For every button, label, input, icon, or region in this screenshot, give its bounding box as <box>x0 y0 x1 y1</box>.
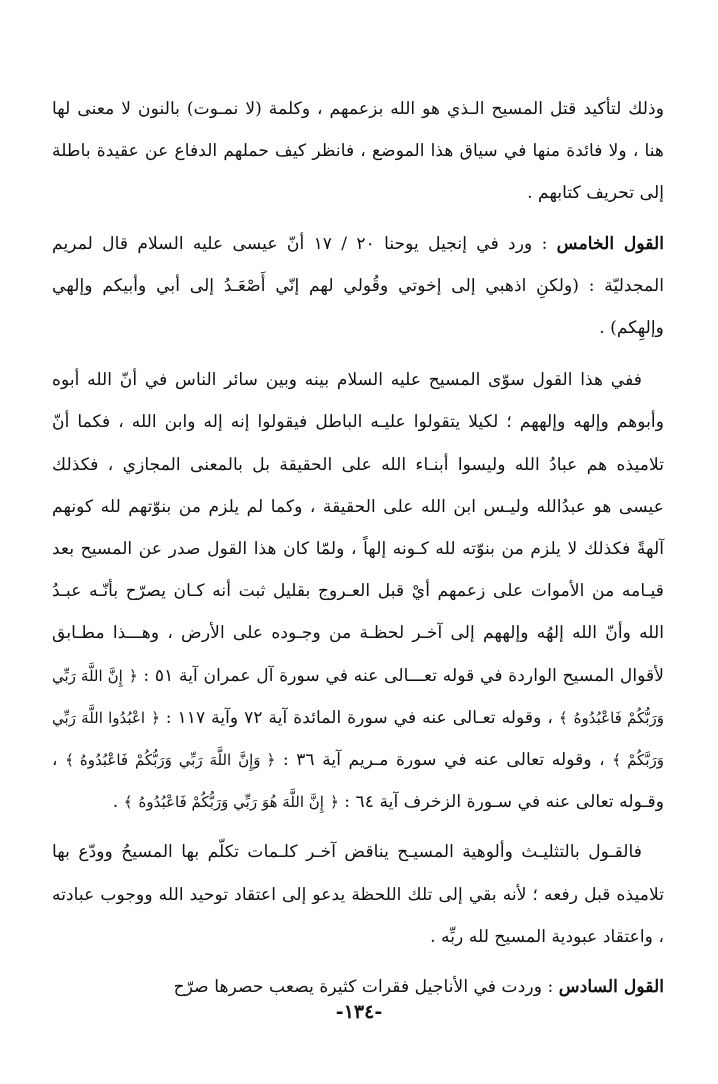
paragraph-3-text-a: ففي هذا القول سوّى المسيح عليه السلام بينه وبين سائر الناس في أنّ الله أبوه وأبوهم وإلهه وإلههم ؛ لكيلا يتقولوا عليـه الباطل فيقولوا إنه إله وابن الله ، فكما أنّ تلاميذه هم عبادُ الله وليسوا أبنـاء الله على الحقيقة بل بالمعنى المجازي ، فكذلك عيسى هو عبدُالله وليـس ابن الله على الحقيقة ، وكما لم يلزم من بنوّتهم لله كونهم آلهةً فكذلك لا يلزم من بنوّته لله كـونه إلهاً ، ولمّا كان هذا القول صدر عن المسيح بعد قيـامه من الأموات على زعمهم أيْ قبل العـروج بقليل ثبت أنه كـان يصرّح بأنّـه عبـدُ الله وأنّ الله إلهُه وإلههم إلى آخـر لحظـة من وجـوده على الأرض ، وهـــذا مطـابق لأقوال المسيح الواردة في قوله تعـــالى عنه في سورة آل عمران آية ٥١ : <box>52 370 665 686</box>
paragraph-1-text: وذلك لتأكيد قتل المسيح الـذي هو الله بزعمهم ، وكلمة (لا نمـوت) بالنون لا معنى لها هنا ، ولا فائدة منها في سياق هذا الموضع ، فانظر كيف حملهم الدفاع عن عقيدة باطلة إلى تحريف كتابهم . <box>52 99 664 204</box>
ornament-close-1: ﴾ <box>558 708 568 727</box>
paragraph-2 <box>52 223 664 350</box>
quran-verse-2: اعْبُدُوا اللَّهَ رَبِّي وَرَبَّكُمْ <box>52 708 665 770</box>
ornament-open-3: ﴿ <box>266 751 276 770</box>
paragraph-3-text-c: ، وقوله تعالى عنه في سورة مـريم آية ٣٦ : <box>282 750 605 771</box>
body-text <box>52 88 664 1008</box>
paragraph-3-text-d: ، وقـوله تعالى عنه في سـورة الزخرف آية ٦٤ : <box>52 750 664 813</box>
quran-verse-3: وَإِنَّ اللَّهَ رَبِّي وَرَبُّكُمْ فَاعْبُدُوهُ <box>79 751 261 770</box>
ornament-close-3: ﴾ <box>65 751 74 770</box>
paragraph-1 <box>52 88 664 215</box>
paragraph-4-text: فالقـول بالتثليـث وألوهية المسيـح يناقض آخـر كلـمات تكلّم بها المسيحُ وودّع بها تلاميذه قبل رفعه ؛ لأنه بقي إلى تلك اللحظة يدعو إلى اعتقاد توحيد الله ووجوب عبادته ، واعتقاد عبودية المسيح لله ربِّه . <box>52 842 664 947</box>
paragraph-3-text-b: ، وقوله تعـالى عنه في سورة المائدة آية ٧٢ وآية ١١٧ : <box>165 707 553 728</box>
section-label-fifth: القول الخامس <box>556 233 664 254</box>
section-label-sixth: القول السادس <box>558 977 664 998</box>
ornament-open-4: ﴿ <box>329 793 339 812</box>
ornament-open-2: ﴿ <box>151 708 160 727</box>
page-number: -١٣٤- <box>335 1001 383 1023</box>
quran-verse-4: إِنَّ اللَّهَ هُوَ رَبِّي وَرَبُّكُمْ فَاعْبُدُوهُ <box>138 793 324 812</box>
ornament-close-4: ﴾ <box>123 793 133 812</box>
ornament-open-1: ﴿ <box>128 666 138 685</box>
paragraph-3-text-e: . <box>112 792 119 813</box>
paragraph-3 <box>52 359 664 823</box>
paragraph-5-text: : وردت في الأناجيل فقرات كثيرة يصعب حصرها صرّح <box>173 977 559 998</box>
ornament-close-2: ﴾ <box>612 751 622 770</box>
paragraph-2-text: : ورد في إنجيل يوحنا ٢٠ / ١٧ أنّ عيسى عليه السلام قال لمريم المجدليّة : (ولكنِ اذهبي إلى إخوتي وقُولي لهم إنّي أَصْعَـدُ إلى أبي وأبيكم وإلهي وإلهِكم) . <box>52 233 664 339</box>
paragraph-4 <box>52 831 664 958</box>
quran-verse-1: إِنَّ اللَّهَ رَبِّي وَرَبُّكُمْ فَاعْبُدُوهُ <box>52 666 664 727</box>
